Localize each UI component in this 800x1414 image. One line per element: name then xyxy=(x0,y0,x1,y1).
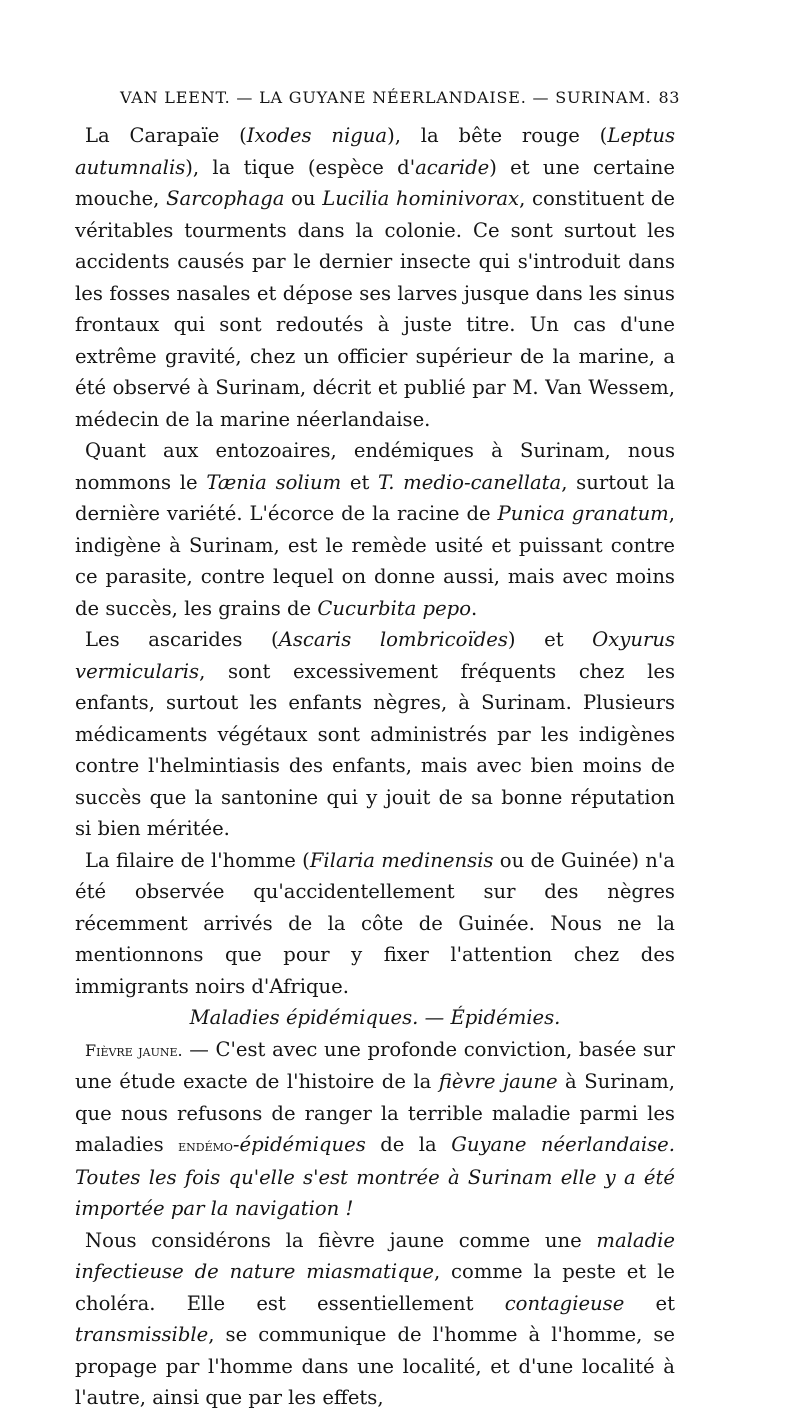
text-run: , surtout la dernière variété. L'écorce de la racine de xyxy=(75,470,676,525)
italic-term: T. medio-canellata xyxy=(378,470,562,494)
italic-term: acaride xyxy=(415,155,490,179)
text-run: — C'est avec une profonde conviction, basée sur une étude exacte de l'histoire de la xyxy=(75,1037,675,1093)
text-run: , comme la peste et le choléra. Elle est essentiellement xyxy=(75,1260,675,1315)
text-run: La Carapaïe ( xyxy=(85,124,247,147)
text-run: Quant aux entozoaires, endémiques à Surinam, nous nommons le xyxy=(75,439,675,494)
italic-term: fièvre jaune xyxy=(438,1070,558,1093)
italic-term: Ixodes nigua xyxy=(246,124,388,147)
paragraph-parasites xyxy=(75,120,675,435)
body-text xyxy=(75,120,675,1414)
text-run: de la xyxy=(365,1133,452,1156)
text-run: et xyxy=(624,1291,675,1315)
text-run: et xyxy=(341,470,379,494)
paragraph-filaire xyxy=(75,845,675,1003)
page-number: 83 xyxy=(658,88,680,107)
italic-term: transmissible xyxy=(75,1323,209,1346)
text-run: à Surinam, que nous refusons de ranger la terrible maladie parmi les maladies xyxy=(75,1070,675,1156)
italic-term: maladie infectieuse de nature miasmatique xyxy=(75,1228,675,1283)
text-run: Les ascarides ( xyxy=(85,628,279,651)
paragraph-entozoaires xyxy=(75,435,675,624)
italic-term: Tænia solium xyxy=(206,470,342,494)
italic-term: Lucilia hominivorax xyxy=(322,187,520,210)
italic-term: Punica granatum xyxy=(497,502,669,525)
text-run: ), la tique (espèce d' xyxy=(185,155,416,179)
text-run: , se communique de l'homme à l'homme, se propage par l'homme dans une localité, et d'une localité à l'autre, ainsi que par les effets, xyxy=(75,1323,675,1409)
italic-term: Ascaris lombricoïdes xyxy=(278,628,508,651)
italic-term: Oxyurus vermicularis xyxy=(75,628,676,683)
text-run: ) et une certaine mouche, xyxy=(75,155,675,210)
text-run: , constituent de véritables tourments dans la colonie. Ce sont surtout les accidents causés par le dernier insecte qui s'introduit dans les fosses nasales et dépose ses larves jusque dans les sinus frontaux qui sont redoutés à juste titre. Un cas d'une extrême gravité, chez un officier supérieur de la marine, a été observé à Surinam, décrit et publié par M. Van Wessem, médecin de la marine néerlandaise. xyxy=(75,187,676,431)
small-caps-term: endémo xyxy=(178,1136,233,1155)
italic-term: Filaria medinensis xyxy=(309,848,494,872)
running-title: VAN LEENT. — LA GUYANE NÉERLANDAISE. — SURINAM. xyxy=(120,88,652,107)
text-run: ) et xyxy=(507,628,593,651)
page-header xyxy=(120,88,680,107)
text-run: Nous considérons la fièvre jaune comme une xyxy=(85,1228,597,1252)
text-run: ou xyxy=(284,187,323,210)
text-run: . xyxy=(471,596,478,620)
paragraph-lead: Fièvre jaune. xyxy=(85,1040,183,1060)
italic-term: Guyane néerlandaise. Toutes les fois qu'elle s'est montrée à Surinam elle y a été importée par la navigation ! xyxy=(75,1133,675,1220)
text-run: , sont excessivement fréquents chez les enfants, surtout les enfants nègres, à Surinam. Plusieurs médicaments végétaux sont administrés par les indigènes contre l'helmintiasis des enfants, mais avec bien moins de succès que la santonine qui y jouit de sa bonne réputation si bien méritée. xyxy=(75,659,675,840)
paragraph-fievre-jaune xyxy=(75,1034,675,1225)
paragraph-ascarides xyxy=(75,624,675,845)
text-run: La filaire de l'homme ( xyxy=(85,848,310,872)
paragraph-contagion xyxy=(75,1225,675,1414)
italic-term: -épidémiques xyxy=(232,1133,366,1156)
italic-term: contagieuse xyxy=(504,1291,625,1315)
italic-term: Cucurbita pepo xyxy=(317,596,472,620)
text-run: ou de Guinée) n'a été observée qu'accidentellement sur des nègres récemment arrivés de la côte de Guinée. Nous ne la mentionnons que pour y fixer l'attention chez des immigrants noirs d'Afrique. xyxy=(75,848,675,998)
italic-term: Leptus autumnalis xyxy=(75,124,676,179)
italic-term: Sarcophaga xyxy=(166,187,285,210)
text-run: , indigène à Surinam, est le remède usité et puissant contre ce parasite, contre lequel on donne aussi, mais avec moins de succès, les grains de xyxy=(75,502,675,620)
text-run: ), la bête rouge ( xyxy=(387,124,608,147)
section-title: Maladies épidémiques. — Épidémies. xyxy=(189,1006,561,1029)
